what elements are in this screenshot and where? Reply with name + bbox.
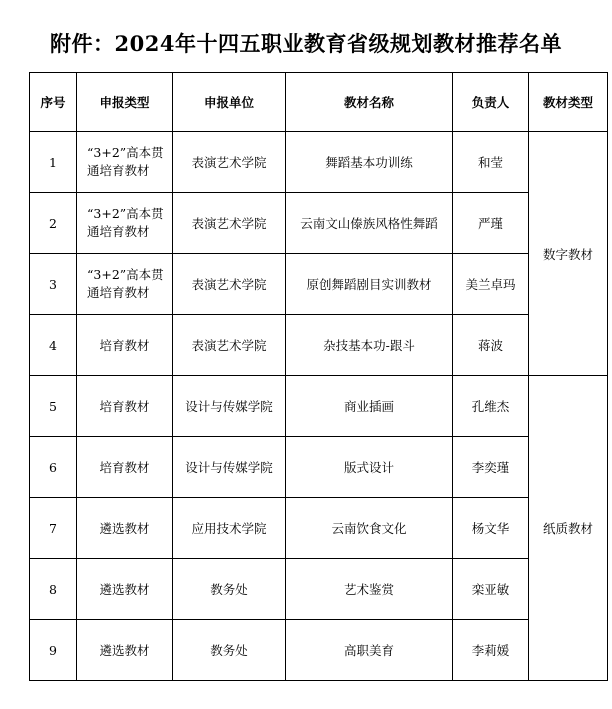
cell-name: 云南文山傣族风格性舞蹈 — [286, 193, 453, 254]
cell-unit: 设计与传媒学院 — [173, 437, 286, 498]
cell-name: 杂技基本功-跟斗 — [286, 315, 453, 376]
cell-no: 5 — [30, 376, 77, 437]
header-row — [30, 73, 608, 132]
cell-owner: 栾亚敏 — [453, 559, 529, 620]
table-row — [30, 376, 608, 437]
cell-unit: 教务处 — [173, 620, 286, 681]
cell-owner: 蒋波 — [453, 315, 529, 376]
cell-material-type-digital: 数字教材 — [529, 132, 608, 376]
cell-no: 3 — [30, 254, 77, 315]
table-row — [30, 254, 608, 315]
table-row — [30, 193, 608, 254]
header-name: 教材名称 — [286, 73, 453, 132]
cell-type: “3+2”高本贯通培育教材 — [77, 193, 173, 254]
cell-type: 遴选教材 — [77, 498, 173, 559]
table-row — [30, 498, 608, 559]
cell-unit: 设计与传媒学院 — [173, 376, 286, 437]
page-title: 附件：2024年十四五职业教育省级规划教材推荐名单 — [50, 31, 562, 56]
cell-owner: 李奕瑾 — [453, 437, 529, 498]
cell-no: 9 — [30, 620, 77, 681]
cell-no: 2 — [30, 193, 77, 254]
cell-type: “3+2”高本贯通培育教材 — [77, 132, 173, 193]
table-row — [30, 437, 608, 498]
table-row — [30, 559, 608, 620]
header-unit: 申报单位 — [173, 73, 286, 132]
cell-type: 培育教材 — [77, 437, 173, 498]
cell-type: 遴选教材 — [77, 559, 173, 620]
cell-no: 4 — [30, 315, 77, 376]
cell-name: 商业插画 — [286, 376, 453, 437]
cell-material-type-paper: 纸质教材 — [529, 376, 608, 681]
cell-no: 7 — [30, 498, 77, 559]
cell-owner: 杨文华 — [453, 498, 529, 559]
cell-owner: 李莉媛 — [453, 620, 529, 681]
cell-owner: 美兰卓玛 — [453, 254, 529, 315]
cell-type: “3+2”高本贯通培育教材 — [77, 254, 173, 315]
cell-owner: 和莹 — [453, 132, 529, 193]
header-owner: 负责人 — [453, 73, 529, 132]
cell-unit: 应用技术学院 — [173, 498, 286, 559]
cell-unit: 表演艺术学院 — [173, 193, 286, 254]
table-row — [30, 620, 608, 681]
cell-no: 1 — [30, 132, 77, 193]
cell-type: 培育教材 — [77, 376, 173, 437]
cell-name: 高职美育 — [286, 620, 453, 681]
cell-type: 遴选教材 — [77, 620, 173, 681]
recommendation-table — [29, 72, 608, 681]
cell-unit: 教务处 — [173, 559, 286, 620]
cell-unit: 表演艺术学院 — [173, 254, 286, 315]
header-type: 申报类型 — [77, 73, 173, 132]
cell-name: 艺术鉴赏 — [286, 559, 453, 620]
cell-unit: 表演艺术学院 — [173, 132, 286, 193]
header-material-type: 教材类型 — [529, 73, 608, 132]
cell-no: 6 — [30, 437, 77, 498]
cell-name: 版式设计 — [286, 437, 453, 498]
cell-no: 8 — [30, 559, 77, 620]
cell-name: 云南饮食文化 — [286, 498, 453, 559]
cell-owner: 孔维杰 — [453, 376, 529, 437]
header-no: 序号 — [30, 73, 77, 132]
table-row — [30, 315, 608, 376]
cell-unit: 表演艺术学院 — [173, 315, 286, 376]
cell-name: 舞蹈基本功训练 — [286, 132, 453, 193]
table-row — [30, 132, 608, 193]
cell-type: 培育教材 — [77, 315, 173, 376]
cell-name: 原创舞蹈剧目实训教材 — [286, 254, 453, 315]
cell-owner: 严瑾 — [453, 193, 529, 254]
